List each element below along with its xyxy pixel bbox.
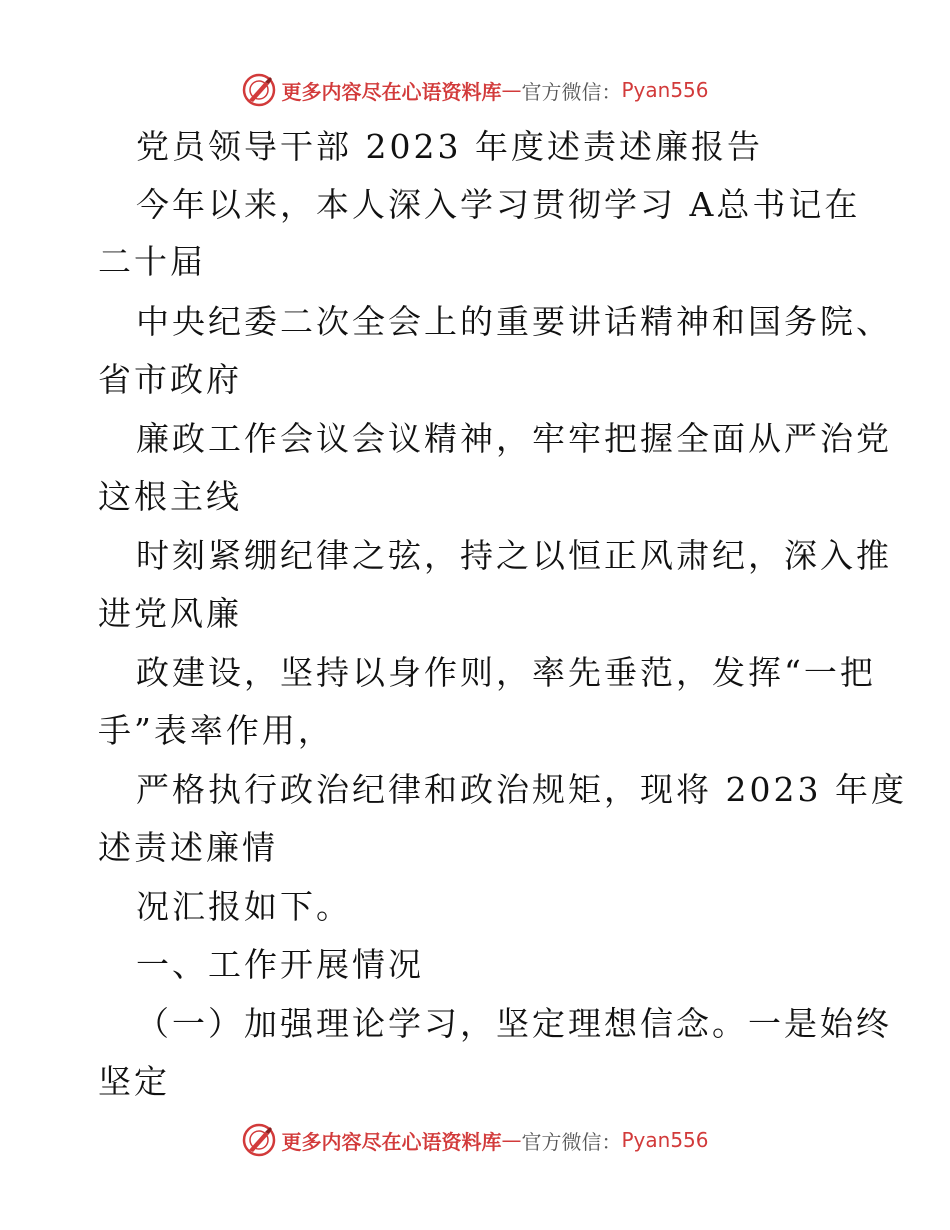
watermark-main-text: 更多内容尽在心语资料库 [281, 1129, 502, 1154]
watermark-middle-text: 官方微信： [521, 1129, 622, 1154]
document-line: 中央纪委二次全会上的重要讲话精神和国务院、 [136, 302, 892, 341]
watermark-banner-bottom [0, 1120, 950, 1160]
document-line: 今年以来，本人深入学习贯彻学习 A总书记在 [136, 185, 861, 224]
document-line: 二十届 [98, 242, 206, 281]
watermark-middle-text: 官方微信： [521, 79, 622, 104]
document-line: 进党风廉 [98, 594, 242, 633]
watermark-dash: — [501, 1128, 522, 1152]
watermark-main-text: 更多内容尽在心语资料库 [281, 79, 502, 104]
document-title: 党员领导干部 2023 年度述责述廉报告 [136, 127, 763, 166]
document-line: 省市政府 [98, 360, 242, 399]
watermark-id-text: Pyan556 [621, 1128, 709, 1152]
section-heading: 一、工作开展情况 [136, 945, 424, 984]
watermark-dash: — [501, 78, 522, 102]
document-line: 严格执行政治纪律和政治规矩，现将 2023 年度 [136, 770, 907, 809]
document-line: 政建设，坚持以身作则，率先垂范，发挥“一把 [136, 653, 876, 692]
pen-logo-icon [241, 1122, 277, 1158]
document-line: 坚定 [98, 1062, 170, 1101]
document-line: 述责述廉情 [98, 828, 278, 867]
document-line: 廉政工作会议会议精神，牢牢把握全面从严治党 [136, 419, 892, 458]
subsection-heading: （一）加强理论学习，坚定理想信念。一是始终 [136, 1004, 892, 1043]
document-line: 手”表率作用， [98, 711, 334, 750]
document-line: 况汇报如下。 [136, 887, 352, 926]
document-line: 时刻紧绷纪律之弦，持之以恒正风肃纪，深入推 [136, 536, 892, 575]
document-line: 这根主线 [98, 477, 242, 516]
watermark-id-text: Pyan556 [621, 78, 709, 102]
